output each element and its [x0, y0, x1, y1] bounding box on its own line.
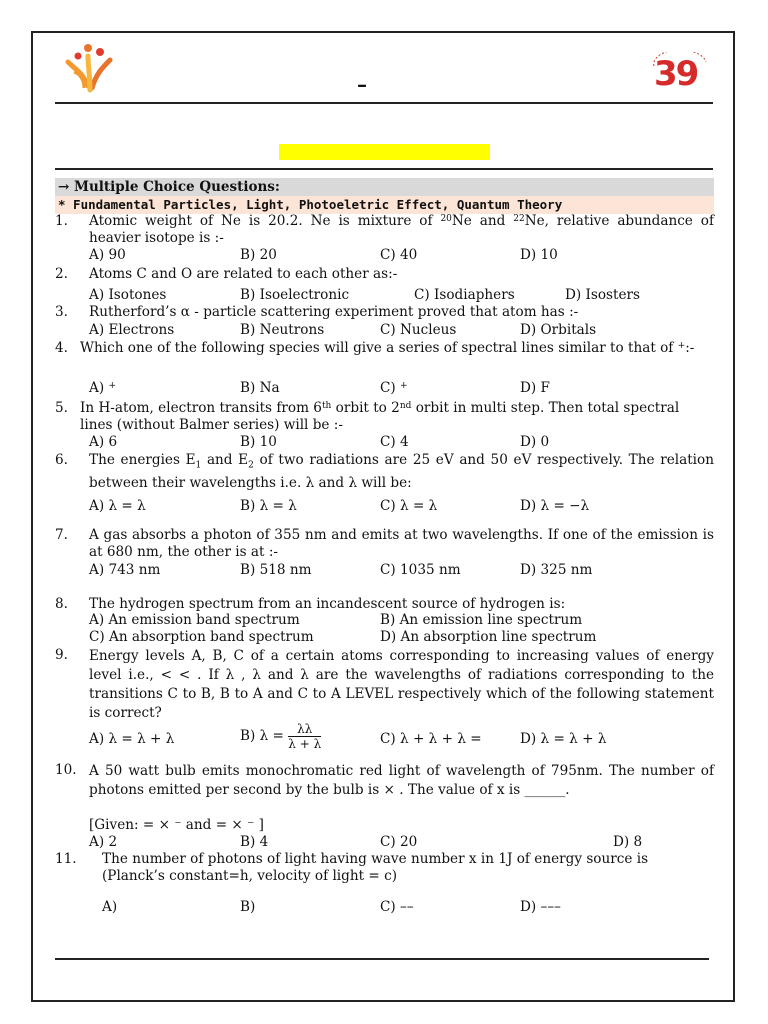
section-rule — [55, 168, 713, 170]
question-text: A gas absorbs a photon of 355 nm and emits at two wavelengths. If one of the emission is at 680 nm, the other is at :- — [89, 527, 714, 560]
question-text: The number of photons of light having wave number x in 1J of energy source is (Planck’s constant=h, velocity of light = c) — [102, 851, 649, 884]
option-a: A) λ = λ — [89, 498, 146, 514]
option-c: C) An absorption band spectrum — [89, 629, 314, 645]
option-c: C) 1035 nm — [380, 562, 461, 578]
option-a: A) An emission band spectrum — [89, 612, 300, 628]
option-a: A) — [102, 899, 118, 915]
option-a: A) + — [89, 380, 116, 396]
option-b: B) Neutrons — [240, 322, 325, 338]
anniversary-logo — [650, 52, 712, 94]
option-c: C) Nucleus — [380, 322, 457, 338]
option-a: A) λ = λ + λ — [89, 731, 175, 747]
question-text: The energies $E_1$ and $E_2$ of two radiations are 25 eV and 50 eV respectively. The relation between their wavelengths i.e. λ and λ will be: — [89, 452, 714, 491]
option-d: D) 0 — [520, 434, 550, 450]
question-number: 1. — [55, 213, 68, 229]
option-d: D) 325 nm — [520, 562, 593, 578]
question-text: A 50 watt bulb emits monochromatic red light of wavelength of 795nm. The number of photons emitted per second by the bulb is × . The value of x is ______. — [89, 763, 714, 798]
question-number: 9. — [55, 647, 68, 663]
option-c: C) 20 — [380, 834, 418, 850]
option-c: C) Isodiaphers — [414, 287, 515, 303]
question-text: Rutherford’s α - particle scattering experiment proved that atom has :- — [89, 304, 579, 320]
option-a: A) 743 nm — [89, 562, 161, 578]
option-c: C) + — [380, 380, 408, 396]
institute-logo-left — [62, 42, 120, 94]
option-d: D) ––– — [520, 899, 561, 915]
logo-number: 39 — [654, 54, 698, 94]
question-number: 2. — [55, 266, 68, 282]
question-number: 11. — [55, 851, 77, 867]
given-values: [Given: = × ⁻ and = × ⁻ ] — [89, 817, 264, 833]
option-a: A) 2 — [89, 834, 118, 850]
option-a: A) 90 — [89, 247, 126, 263]
highlight-bar — [279, 144, 490, 160]
option-b: B) 518 nm — [240, 562, 312, 578]
option-d: D) Isosters — [565, 287, 641, 303]
question-text: Atoms C and O are related to each other as:- — [89, 266, 398, 282]
option-b: B) — [240, 899, 256, 915]
question-text: Energy levels A, B, C of a certain atoms corresponding to increasing values of energy level i.e., < < . If λ , λ and λ are the wavelengths of radiations corresponding to the transitions C to B, B to A and C to A LEVEL respectively which of the following statement is correct? — [89, 648, 714, 721]
option-d: D) An absorption line spectrum — [380, 629, 597, 645]
question-number: 8. — [55, 596, 68, 612]
option-b: B) 20 — [240, 247, 277, 263]
option-c: C) λ + λ + λ = — [380, 731, 482, 747]
question-text: In H-atom, electron transits from 6th orbit to 2nd orbit in multi step. Then total spectral lines (without Balmer series) will be :- — [80, 400, 680, 433]
option-b: B) 4 — [240, 834, 269, 850]
option-b: B) 10 — [240, 434, 277, 450]
question-number: 4. — [55, 340, 68, 356]
option-d: D) Orbitals — [520, 322, 597, 338]
header-rule — [55, 102, 713, 104]
question-text: Which one of the following species will give a series of spectral lines similar to that of +:- — [80, 340, 695, 356]
header-title: – — [357, 72, 367, 96]
option-d: D) λ = −λ — [520, 498, 590, 514]
option-b: B) Isoelectronic — [240, 287, 350, 303]
topic-heading: * Fundamental Particles, Light, Photoeletric Effect, Quantum Theory — [55, 196, 714, 214]
question-number: 6. — [55, 452, 68, 468]
option-d: D) 8 — [613, 834, 643, 850]
question-number: 7. — [55, 527, 68, 543]
option-b: B) λ = λ — [240, 498, 297, 514]
option-c: C) λ = λ — [380, 498, 438, 514]
option-c: C) 40 — [380, 247, 418, 263]
option-d: D) F — [520, 380, 550, 396]
footer-rule — [55, 958, 709, 960]
option-d: D) λ = λ + λ — [520, 731, 607, 747]
option-a: A) 6 — [89, 434, 118, 450]
question-number: 3. — [55, 304, 68, 320]
option-b: B) λ = $\frac{\lambda\lambda}{\lambda + \lambda}$ — [240, 722, 322, 751]
option-b: B) Na — [240, 380, 280, 396]
question-text: The hydrogen spectrum from an incandescent source of hydrogen is: — [89, 596, 566, 612]
option-c: C) 4 — [380, 434, 409, 450]
option-a: A) Electrons — [89, 322, 175, 338]
question-number: 10. — [55, 762, 77, 778]
option-a: A) Isotones — [89, 287, 167, 303]
option-b: B) An emission line spectrum — [380, 612, 583, 628]
question-number: 5. — [55, 400, 68, 416]
mcq-heading: → Multiple Choice Questions: — [55, 178, 714, 196]
option-c: C) –– — [380, 899, 414, 915]
question-text: Atomic weight of Ne is 20.2. Ne is mixture of $^{20}$Ne and $^{22}$Ne, relative abundance of heavier isotope is :- — [89, 213, 714, 246]
option-d: D) 10 — [520, 247, 558, 263]
